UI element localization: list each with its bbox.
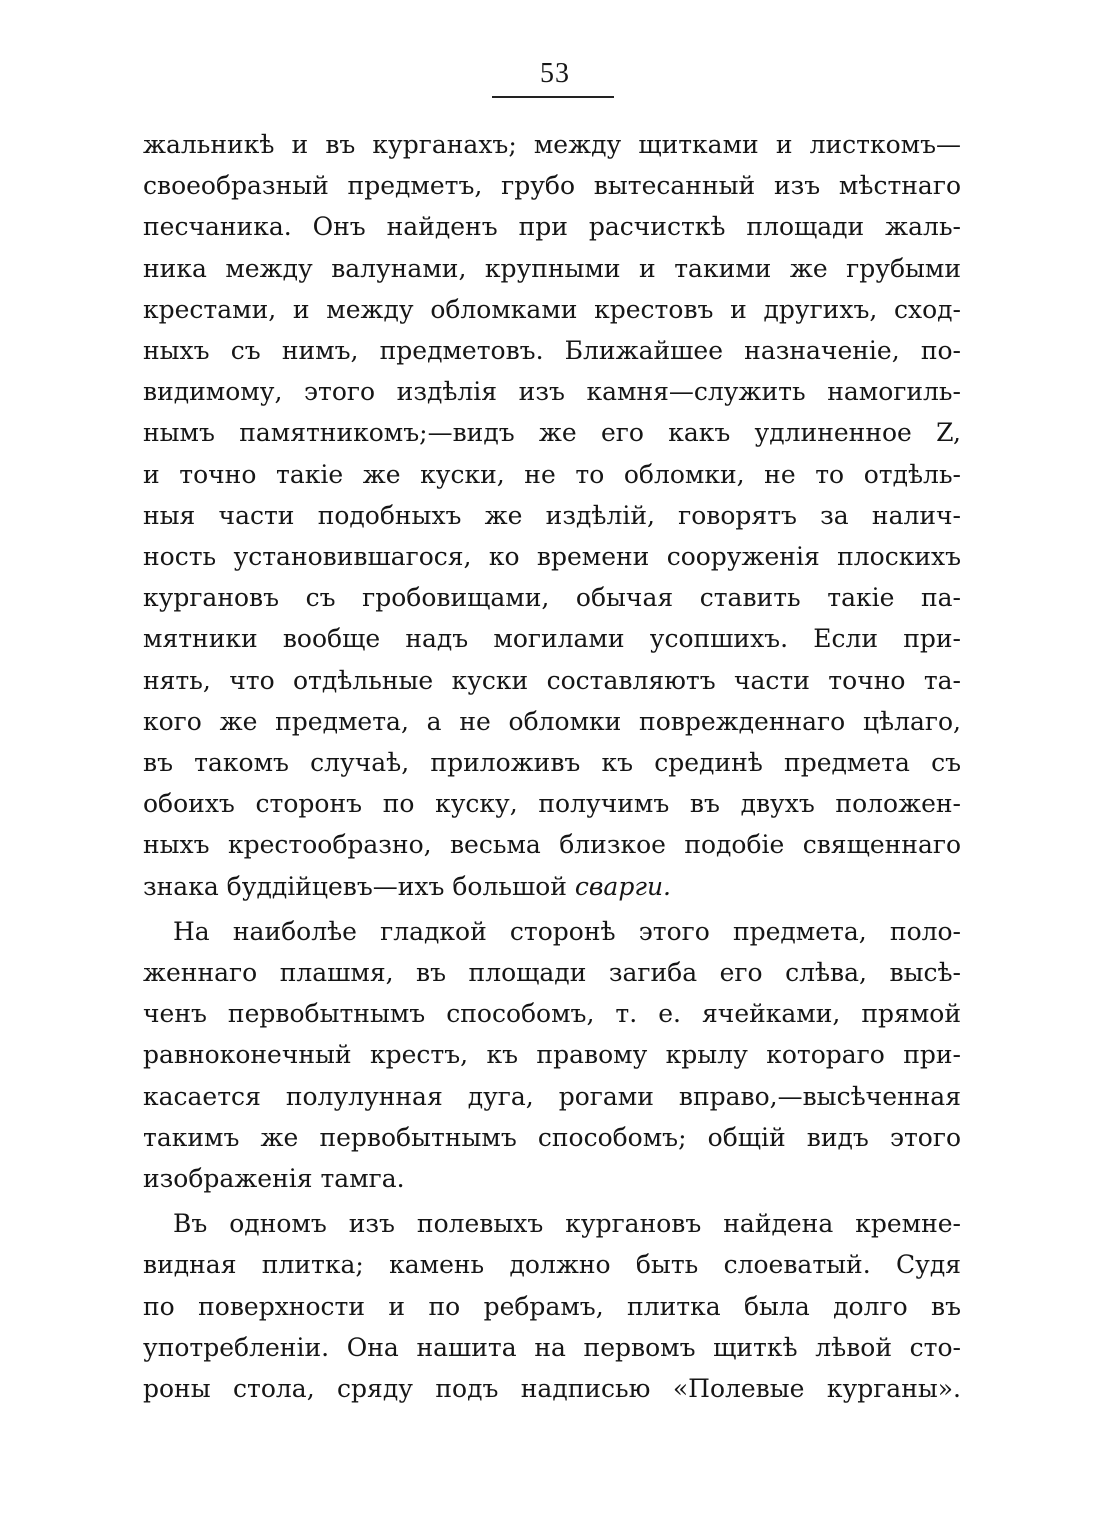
text-line: ченъ первобытнымъ способомъ, т. е. ячейками, прямой [143,999,961,1029]
text-line: нымъ памятникомъ;—видъ же его какъ удлиненное Z, [143,418,961,448]
text-line: ныхъ крестообразно, весьма близкое подобіе священнаго [143,830,961,860]
text-line: жальникѣ и въ курганахъ; между щитками и листкомъ— [143,130,961,159]
text-line: въ такомъ случаѣ, приложивъ къ срединѣ предмета съ [143,748,961,778]
text-line: по поверхности и по ребрамъ, плитка была долго въ [143,1291,961,1321]
text-line-last [143,866,961,907]
text-line: женнаго плашмя, въ площади загиба его слѣва, высѣ- [143,958,961,988]
page-number: 53 [540,58,570,89]
paragraph-3 [143,1203,961,1409]
text-line: крестами, и между обломками крестовъ и другихъ, сход- [143,294,961,324]
text-line: мятники вообще надъ могилами усопшихъ. Если при- [143,624,961,654]
text-line: нять, что отдѣльные куски составляютъ части точно та- [143,665,961,695]
text-line: ность установившагося, ко времени сооруженія плоскихъ [143,542,961,572]
text-line: видимому, этого издѣлія изъ камня—служить намогиль- [143,377,961,407]
text-run: знака буддійцевъ—ихъ большой [143,871,575,901]
text-line: такимъ же первобытнымъ способомъ; общій видъ этого [143,1122,961,1152]
text-line: кургановъ съ гробовищами, обычая ставить такіе па- [143,583,961,613]
paragraph-2 [143,911,961,1199]
text-line: На наиболѣе гладкой сторонѣ этого предмета, поло- [173,916,961,946]
text-line: касается полулунная дуга, рогами вправо,—высѣченная [143,1081,961,1111]
text-line: обоихъ сторонъ по куску, получимъ въ двухъ положен- [143,789,961,819]
header-rule [492,96,614,98]
text-line: равноконечный крестъ, къ правому крылу котораго при- [143,1040,961,1070]
body-text [143,124,961,1413]
text-line: употребленіи. Она нашита на первомъ щиткѣ лѣвой сто- [143,1332,961,1362]
text-line: видная плитка; камень должно быть слоеватый. Судя [143,1250,961,1280]
text-line: своеобразный предметъ, грубо вытесанный изъ мѣстнаго [143,171,961,201]
text-line: ныхъ съ нимъ, предметовъ. Ближайшее назначеніе, по- [143,336,961,366]
text-line: роны стола, сряду подъ надписью «Полевые курганы». [143,1374,961,1404]
text-line-last: изображенія тамга. [143,1164,405,1194]
text-line: Въ одномъ изъ полевыхъ кургановъ найдена кремне- [173,1209,961,1239]
text-line: кого же предмета, а не обломки поврежденнаго цѣлаго, [143,706,961,736]
paragraph-1 [143,124,961,907]
text-line: и точно такіе же куски, не то обломки, не то отдѣль- [143,459,961,489]
text-line: ныя части подобныхъ же издѣлій, говорятъ за налич- [143,500,961,530]
italic-term: сварги. [574,871,672,901]
text-line: песчаника. Онъ найденъ при расчисткѣ площади жаль- [143,212,961,242]
text-line: ника между валунами, крупными и такими же грубыми [143,253,961,283]
